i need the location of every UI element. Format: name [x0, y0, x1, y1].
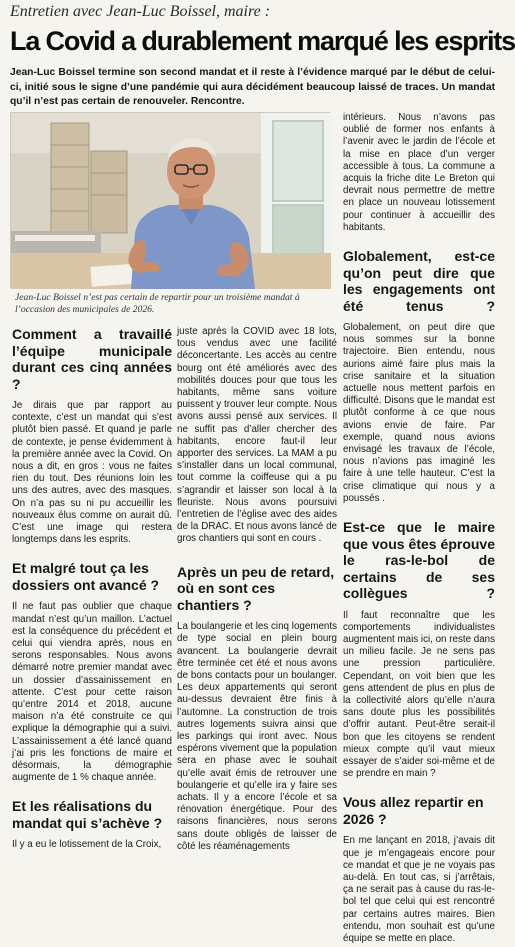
question-heading: Comment a travaillé l’équipe municipale durant ces cinq années ? — [12, 326, 172, 392]
question-heading: Globalement, est-ce qu’on peut dire que les engagements ont été tenus ? — [343, 248, 495, 314]
article-lede: Jean-Luc Boissel termine son second mandat et il reste à l’évidence marqué par le début de celui-ci, initié sous le signe d’une pandémie qui aura décidément beaucoup laissé de traces. Un mandat qu’il n’est pas certain de renouveler. Rencontre. — [10, 67, 495, 108]
answer-paragraph: La boulangerie et les cinq logements de type social en plein bourg avancent. La boulangerie devrait être terminée cet été et nous avons de bons contacts pour un boulanger. Les deux appartements qui seront au-dessus devraient être finis à l’automne. La construction de trois autres logements suivra ainsi que les parkings qui iront avec. Nous espérons vivement que la population sera en phase avec le souhait qu’elle avait émis de retrouver une boulangerie et qu’elle ira y faire ses achats. Il y a encore l’école et sa rénovation énergétique. Pour des raisons financières, nous serons sans doute obligés de laisser de côté les réaménagements — [177, 621, 337, 852]
question-heading: Est-ce que le maire que vous êtes éprouve le ras-le-bol de certains de ses collègues ? — [343, 519, 495, 602]
mayor-photo — [10, 112, 330, 288]
article-headline: La Covid a durablement marqué les esprits — [10, 26, 515, 56]
answer-paragraph: Il y a eu le lotissement de la Croix, — [12, 839, 162, 851]
question-heading: Et les réalisations du mandat qui s’achève ? — [12, 798, 163, 831]
article-column-3 — [343, 112, 495, 947]
answer-paragraph: Il ne faut pas oublier que chaque mandat n’est qu’un maillon. L’actuel est la conséquence du précédent et celui qui viendra après, nous en serons responsables. Nous avons démarré notre premier mandat avec un dossier d’assainissement en attente. C’est pour cette raison qu’entre 2014 et 2018, aucune maison n’a été construite ce qui explique la démographie qui a suivi. L’assainissement a été lancé quand j’ai pris les fonctions de maire et désormais, la démographie augmente de 1 % chaque année. — [12, 601, 172, 784]
answer-paragraph: Il faut reconnaître que les comportements individualistes augmentent mais ici, on reste dans un milieu facile. Je ne sens pas une pression particulière. Cependant, on voit bien que les gens attendent de plus en plus de la collectivité alors qu’elle n’aura sans doute plus les possibilités d’offrir autant. Peut-être serait-il bon que les citoyens se rendent mieux compte qu’il vaut mieux essayer de s’aider soi-même et de se prendre en main ? — [343, 609, 495, 780]
question-heading: Et malgré tout ça les dossiers ont avancé ? — [12, 560, 160, 593]
question-heading: Après un peu de retard, où en sont ces chantiers ? — [177, 563, 335, 613]
answer-paragraph: Globalement, on peut dire que nous sommes sur la bonne trajectoire. Bien entendu, nous aurions aimé faire plus mais la crise sanitaire et la situation actuelle nous mettent parfois en difficulté. Disons que le mandat est plutôt conforme à ce que nous avions envie de faire. Par exemple, quand nous avions envisagé les travaux de l’école, nous n’avions pas imaginé les faire à une telle hauteur. C’est la crise climatique qui nous y a poussés . — [343, 322, 495, 504]
answer-paragraph: Je dirais que par rapport au contexte, c’est un mandat qui s’est plutôt bien passé. Et quand je parle de contexte, je pense évidemment à la première année avec la Covid. On nous a dit, en gros : vous ne faites rien du tout. Des réunions loin les uns des autres, avec des masques. On n’a pas su ni pu accueillir les nouveaux élus comme on aurait dû. C’est une image qui restera longtemps dans les esprits. — [12, 400, 172, 546]
article-kicker: Entretien avec Jean-Luc Boissel, maire : — [10, 3, 271, 20]
article-column-2 — [177, 326, 337, 855]
answer-paragraph: intérieurs. Nous n’avons pas oublié de former nos enfants à l’avenir avec le jardin de l’école et la mise en place d’un verger accessible à tous. La commune a acquis la friche dite Le Breton qui devrait nous permettre de mettre en place un nouveau lotissement pour continuer à accueillir des habitants. — [343, 112, 495, 233]
answer-paragraph: juste après la COVID avec 18 lots, tous vendus avec une facilité déconcertante. Les accès au centre bourg ont été améliorés avec des mobilités douces pour que tous les habitants, même sans voiture puissent y trouver leur compte. Nous avons aussi pensé aux services. Il ne suffit pas d’aller chercher des habitants, encore faut-il leur apporter des services. La MAM a pu s’installer dans un local communal, tout comme la coiffeuse qui a pu s’agrandir et laisser son local à la fleuriste. Nous avons poursuivi l’entretien de l’église avec des aides de la DRAC. Et nous avons lancé de gros chantiers qui sont en cours . — [177, 326, 337, 545]
article-column-1 — [12, 326, 172, 854]
photo-caption: Jean-Luc Boissel n’est pas certain de repartir pour un troisième mandat à l’occasion des municipales de 2026. — [15, 292, 300, 316]
question-heading: Vous allez repartir en 2026 ? — [343, 794, 484, 827]
answer-paragraph: En me lançant en 2018, j’avais dit que je m’engageais encore pour ce mandat et que je ne voyais pas au-delà. En tout cas, si j’arrêtais, ça ne serait pas à cause du ras-le-bol tel que celui qui est rencontré par certains autres maires. Bien entendu, mon souhait est qu’une équipe se mette en place. — [343, 835, 495, 945]
